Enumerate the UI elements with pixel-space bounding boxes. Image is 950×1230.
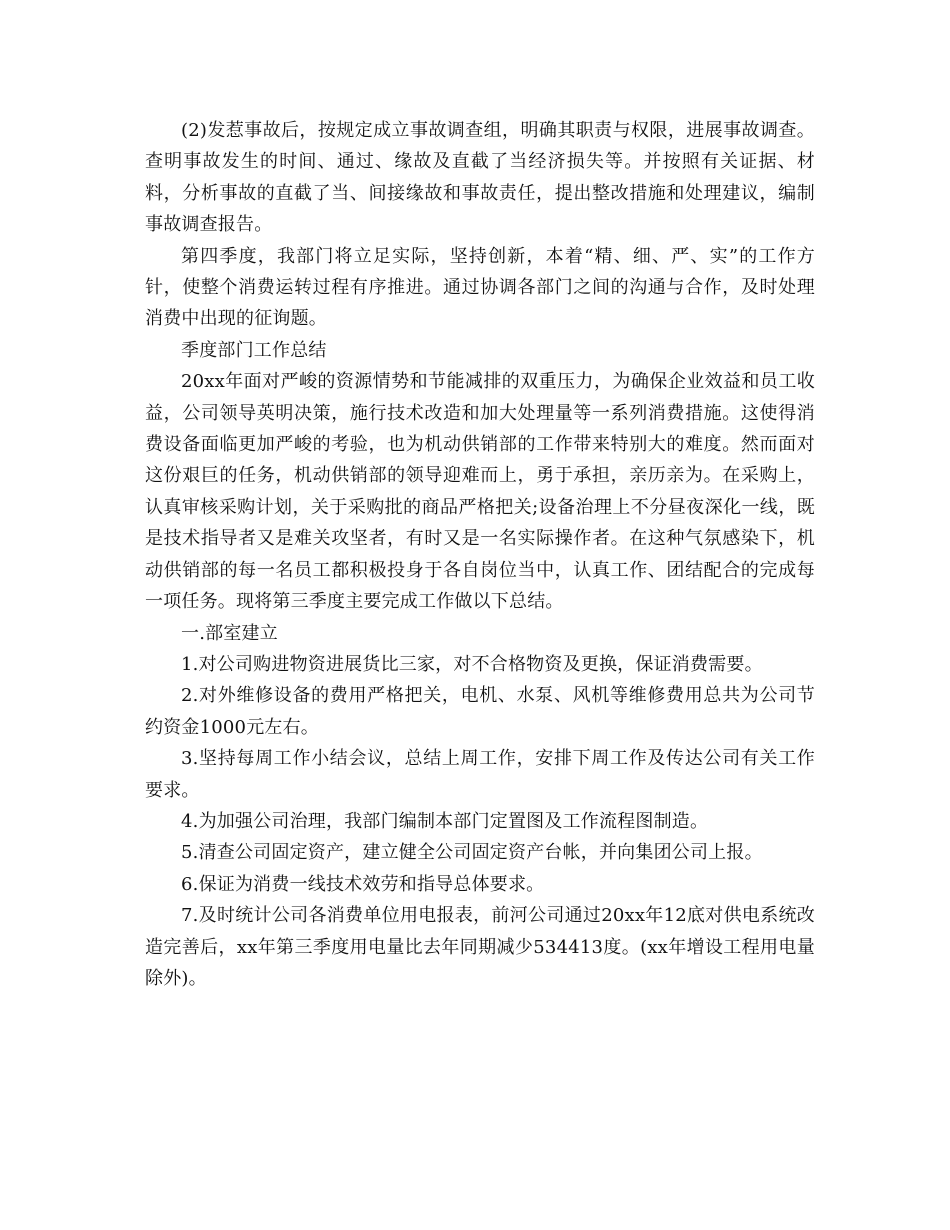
subheading-department-building: 一.部室建立 bbox=[181, 622, 278, 644]
paragraph-summary-intro: 20xx年面对严峻的资源情势和节能减排的双重压力，为确保企业效益和员工收益，公司领导英明决策，施行技术改造和加大处理量等一系列消费措施。这使得消费设备面临更加严峻的考验，也为机动供销部的工作带来特别大的难度。然而面对这份艰巨的任务，机动供销部的领导迎难而上，勇于承担，亲历亲为。在采购上，认真审核采购计划，关于采购批的商品严格把关;设备治理上不分昼夜深化一线，既是技术指导者又是难关攻坚者，有时又是一名实际操作者。在这种气氛感染下，机动供销部的每一名员工都积极投身于各自岗位当中，认真工作、团结配合的完成每一项任务。现将第三季度主要完成工作做以下总结。 bbox=[145, 371, 815, 613]
paragraph-fourth-quarter-plan: 第四季度，我部门将立足实际，坚持创新，本着“精、细、严、实”的工作方针，使整个消费运转过程有序推进。通过协调各部门之间的沟通与合作，及时处理消费中出现的征询题。 bbox=[145, 245, 815, 330]
list-item-5: 5.清查公司固定资产，建立健全公司固定资产台帐，并向集团公司上报。 bbox=[181, 842, 763, 864]
list-item-6: 6.保证为消费一线技术效劳和指导总体要求。 bbox=[181, 873, 545, 895]
document-body bbox=[145, 115, 815, 994]
list-item-2: 2.对外维修设备的费用严格把关，电机、水泵、风机等维修费用总共为公司节约资金1000元左右。 bbox=[145, 685, 815, 738]
list-item-1: 1.对公司购进物资进展货比三家，对不合格物资及更换，保证消费需要。 bbox=[181, 653, 763, 675]
list-item-3: 3.坚持每周工作小结会议，总结上周工作，安排下周工作及传达公司有关工作要求。 bbox=[145, 748, 815, 801]
list-item-4: 4.为加强公司治理，我部门编制本部门定置图及工作流程图制造。 bbox=[181, 810, 709, 832]
section-heading-quarterly-summary: 季度部门工作总结 bbox=[181, 339, 327, 361]
list-item-7: 7.及时统计公司各消费单位用电报表，前河公司通过20xx年12底对供电系统改造完善后，xx年第三季度用电量比去年同期减少534413度。(xx年增设工程用电量除外)。 bbox=[145, 905, 815, 989]
paragraph-accident-investigation: (2)发惹事故后，按规定成立事故调查组，明确其职责与权限，进展事故调查。查明事故发生的时间、通过、缘故及直截了当经济损失等。并按照有关证据、材料，分析事故的直截了当、间接缘故和事故责任，提出整改措施和处理建议，编制事故调查报告。 bbox=[145, 120, 815, 236]
